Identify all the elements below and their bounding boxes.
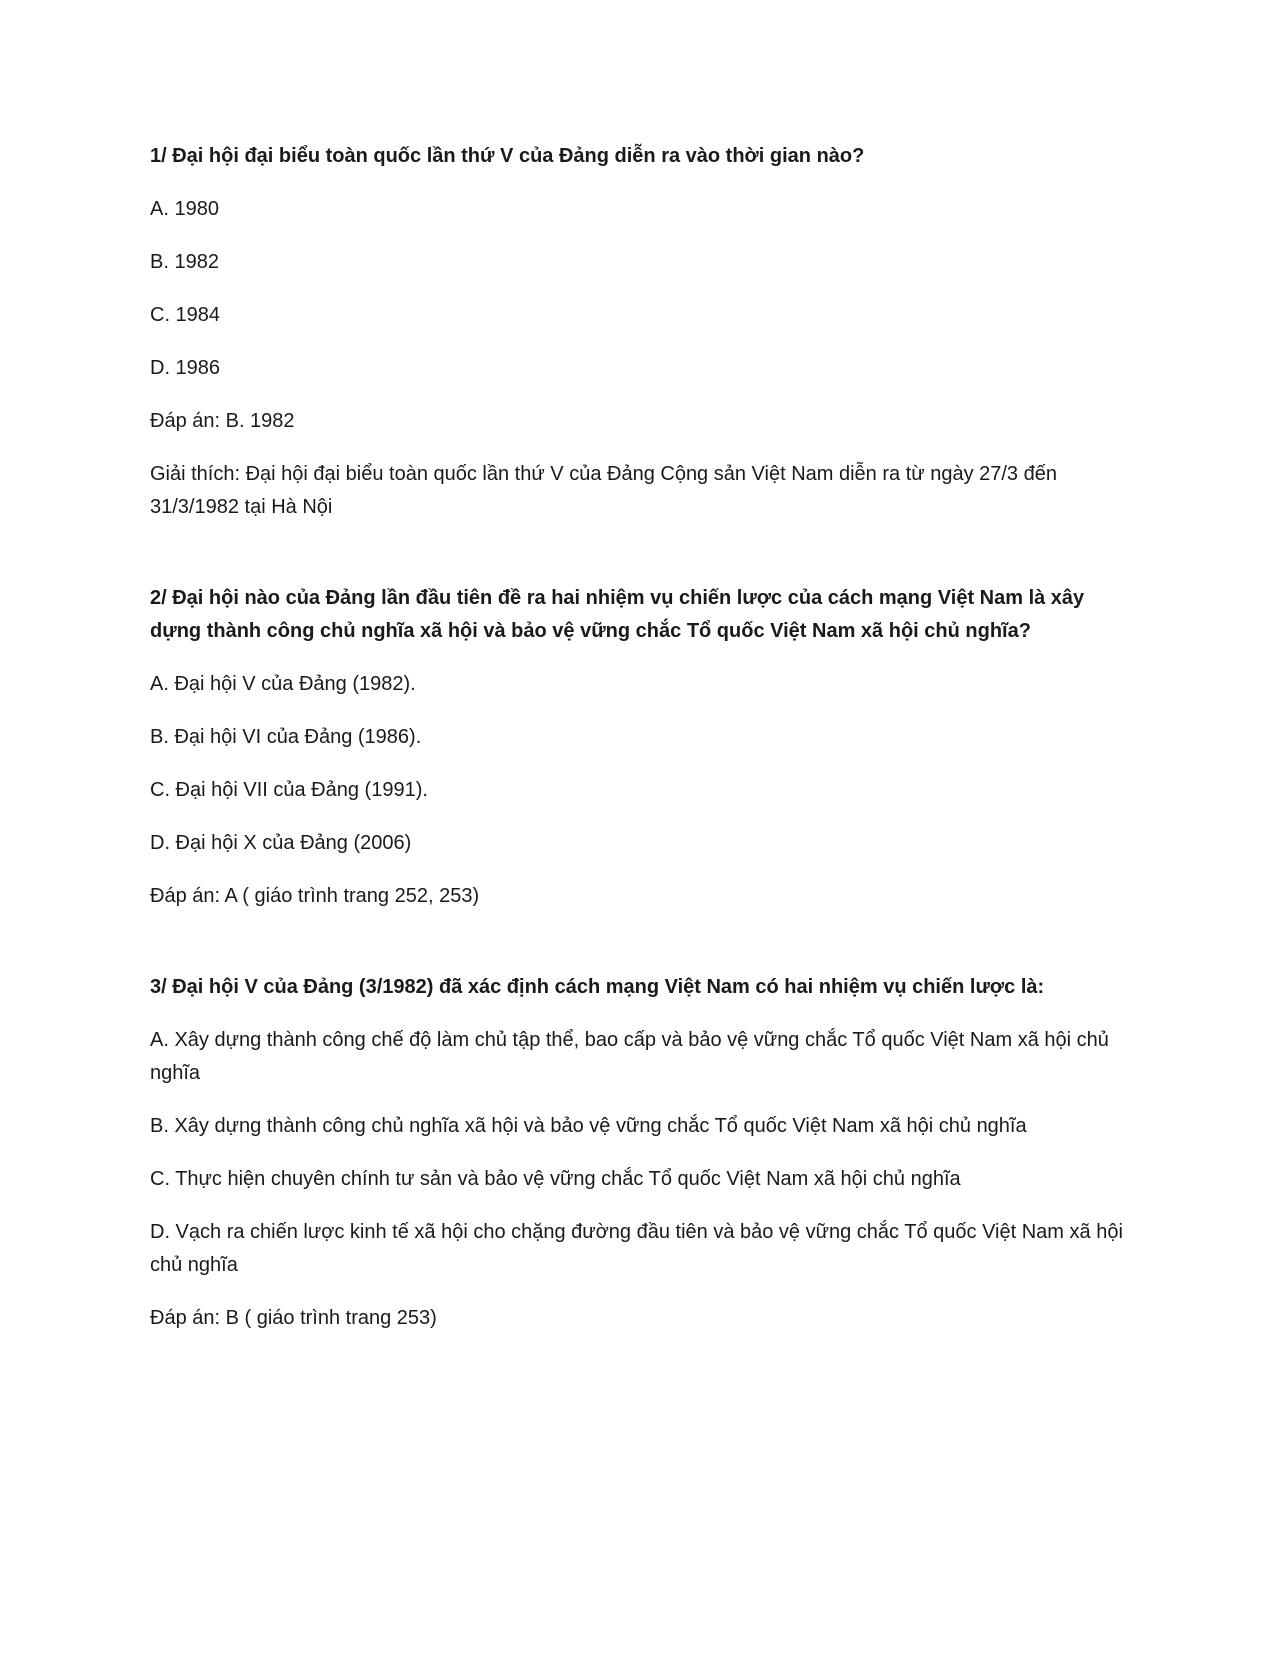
question-2: [150, 582, 1130, 913]
question-1-explanation: Giải thích: Đại hội đại biểu toàn quốc lần thứ V của Đảng Cộng sản Việt Nam diễn ra từ ngày 27/3 đến 31/3/1982 tại Hà Nội: [150, 463, 1057, 518]
question-1-option-c: C. 1984: [150, 304, 221, 326]
question-3-option-a: A. Xây dựng thành công chế độ làm chủ tập thể, bao cấp và bảo vệ vững chắc Tổ quốc Việt Nam xã hội chủ nghĩa: [150, 1029, 1109, 1084]
question-2-answer: Đáp án: A ( giáo trình trang 252, 253): [150, 885, 480, 907]
document-page: [150, 140, 1130, 1335]
question-1-title: 1/ Đại hội đại biểu toàn quốc lần thứ V của Đảng diễn ra vào thời gian nào?: [150, 145, 865, 167]
question-3-option-d: D. Vạch ra chiến lược kinh tế xã hội cho chặng đường đầu tiên và bảo vệ vững chắc Tổ quốc Việt Nam xã hội chủ nghĩa: [150, 1221, 1123, 1276]
question-1: [150, 140, 1130, 524]
question-2-option-c: C. Đại hội VII của Đảng (1991).: [150, 779, 428, 801]
question-1-option-d: D. 1986: [150, 357, 221, 379]
question-1-option-a: A. 1980: [150, 198, 219, 220]
question-2-title: 2/ Đại hội nào của Đảng lần đầu tiên đề ra hai nhiệm vụ chiến lược của cách mạng Việt Nam là xây dựng thành công chủ nghĩa xã hội và bảo vệ vững chắc Tổ quốc Việt Nam xã hội chủ nghĩa?: [150, 587, 1085, 642]
question-3-option-b: B. Xây dựng thành công chủ nghĩa xã hội và bảo vệ vững chắc Tổ quốc Việt Nam xã hội chủ nghĩa: [150, 1115, 1027, 1137]
question-2-option-d: D. Đại hội X của Đảng (2006): [150, 832, 412, 854]
question-3: [150, 971, 1130, 1335]
question-3-title: 3/ Đại hội V của Đảng (3/1982) đã xác định cách mạng Việt Nam có hai nhiệm vụ chiến lược là:: [150, 976, 1045, 998]
question-3-option-c: C. Thực hiện chuyên chính tư sản và bảo vệ vững chắc Tổ quốc Việt Nam xã hội chủ nghĩa: [150, 1168, 961, 1190]
question-2-option-b: B. Đại hội VI của Đảng (1986).: [150, 726, 422, 748]
question-2-option-a: A. Đại hội V của Đảng (1982).: [150, 673, 416, 695]
question-1-answer: Đáp án: B. 1982: [150, 410, 295, 432]
question-1-option-b: B. 1982: [150, 251, 219, 273]
question-3-answer: Đáp án: B ( giáo trình trang 253): [150, 1307, 437, 1329]
